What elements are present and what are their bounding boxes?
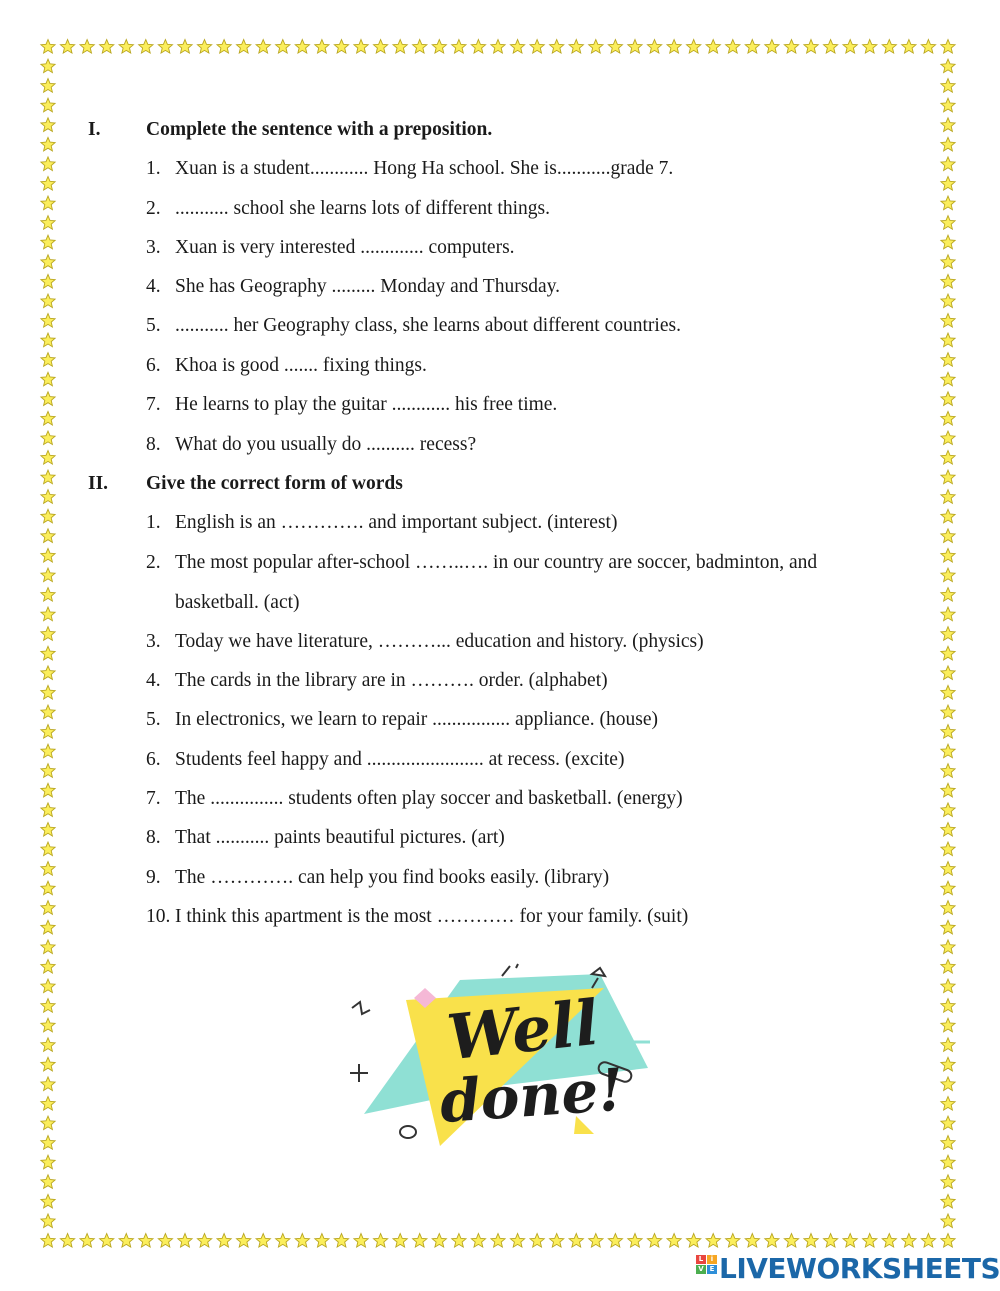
star-icon <box>941 294 955 308</box>
star-icon <box>941 1018 955 1032</box>
star-icon <box>530 1234 544 1248</box>
list-item: 3. Today we have literature, ………... education and history. (physics) <box>146 631 704 652</box>
star-icon <box>706 1234 720 1248</box>
star-icon <box>41 783 55 797</box>
ring-doodle <box>400 1126 416 1138</box>
star-icon <box>765 40 779 54</box>
star-icon <box>41 920 55 934</box>
star-icon <box>41 137 55 151</box>
star-icon <box>41 1057 55 1071</box>
star-icon <box>60 1234 74 1248</box>
star-icon <box>941 235 955 249</box>
logo-tiles <box>696 1255 718 1283</box>
star-icon <box>295 40 309 54</box>
star-icon <box>941 1175 955 1189</box>
star-icon <box>158 1234 172 1248</box>
star-icon <box>628 40 642 54</box>
star-icon <box>41 294 55 308</box>
list-item: 2. ........... school she learns lots of different things. <box>146 198 550 219</box>
star-icon <box>941 216 955 230</box>
star-icon <box>178 1234 192 1248</box>
star-icon <box>941 940 955 954</box>
star-icon <box>276 40 290 54</box>
star-icon <box>921 40 935 54</box>
logo-tile: E <box>707 1265 717 1274</box>
star-icon <box>569 40 583 54</box>
star-icon <box>941 607 955 621</box>
star-icon <box>237 40 251 54</box>
star-icon <box>941 842 955 856</box>
star-icon <box>41 764 55 778</box>
star-icon <box>647 40 661 54</box>
star-icon <box>41 862 55 876</box>
star-icon <box>941 59 955 73</box>
star-icon <box>941 1097 955 1111</box>
star-icon <box>941 451 955 465</box>
star-icon <box>706 40 720 54</box>
star-icon <box>276 1234 290 1248</box>
star-icon <box>941 333 955 347</box>
star-icon <box>41 470 55 484</box>
star-icon <box>432 40 446 54</box>
star-icon <box>41 392 55 406</box>
star-icon <box>41 1018 55 1032</box>
star-icon <box>41 627 55 641</box>
star-icon <box>41 823 55 837</box>
star-icon <box>941 470 955 484</box>
star-icon <box>256 40 270 54</box>
logo-tile: i <box>707 1255 717 1264</box>
list-item: 10. I think this apartment is the most ………… for your family. (suit) <box>146 906 689 927</box>
list-item: 6. Students feel happy and ........................ at recess. (excite) <box>146 749 625 770</box>
star-icon <box>941 255 955 269</box>
star-icon <box>471 1234 485 1248</box>
star-icon <box>941 666 955 680</box>
logo-text: LIVEWORKSHEETS <box>719 1252 1000 1285</box>
star-icon <box>41 411 55 425</box>
list-item: 5. In electronics, we learn to repair ................ appliance. (house) <box>146 709 658 730</box>
list-item: 8. What do you usually do .......... recess? <box>146 434 477 455</box>
star-icon <box>941 646 955 660</box>
star-icon <box>941 1136 955 1150</box>
list-item: 7. The ............... students often play soccer and basketball. (energy) <box>146 788 683 809</box>
section-1-number: I. <box>88 119 101 140</box>
star-icon <box>941 960 955 974</box>
star-icon <box>80 40 94 54</box>
list-item: 7. He learns to play the guitar ............ his free time. <box>146 394 558 415</box>
star-icon <box>941 568 955 582</box>
done-text: done! <box>437 1055 626 1137</box>
star-icon <box>119 1234 133 1248</box>
star-icon <box>941 1234 955 1248</box>
star-icon <box>863 1234 877 1248</box>
star-icon <box>941 1194 955 1208</box>
star-icon <box>60 40 74 54</box>
star-icon <box>41 1116 55 1130</box>
well-text: Well <box>443 985 602 1075</box>
star-icon <box>41 960 55 974</box>
star-icon <box>824 1234 838 1248</box>
star-icon <box>197 1234 211 1248</box>
logo-tile: V <box>696 1265 706 1274</box>
star-icon <box>941 920 955 934</box>
star-icon <box>941 196 955 210</box>
star-icon <box>941 411 955 425</box>
star-icon <box>80 1234 94 1248</box>
star-icon <box>41 40 55 54</box>
star-icon <box>41 314 55 328</box>
star-icon <box>784 1234 798 1248</box>
star-icon <box>941 803 955 817</box>
star-icon <box>41 333 55 347</box>
star-icon <box>589 40 603 54</box>
star-icon <box>41 79 55 93</box>
star-icon <box>41 451 55 465</box>
liveworksheets-logo <box>696 1252 1000 1286</box>
star-icon <box>941 79 955 93</box>
star-icon <box>843 40 857 54</box>
star-icon <box>765 1234 779 1248</box>
star-icon <box>41 255 55 269</box>
star-icon <box>941 431 955 445</box>
star-icon <box>941 1077 955 1091</box>
star-icon <box>41 705 55 719</box>
star-icon <box>941 1057 955 1071</box>
star-icon <box>41 274 55 288</box>
star-icon <box>921 1234 935 1248</box>
star-icon <box>41 98 55 112</box>
star-icon <box>608 1234 622 1248</box>
star-icon <box>941 881 955 895</box>
star-icon <box>941 509 955 523</box>
star-icon <box>941 901 955 915</box>
star-icon <box>941 40 955 54</box>
star-icon <box>687 40 701 54</box>
star-icon <box>941 314 955 328</box>
star-icon <box>941 1214 955 1228</box>
star-icon <box>608 40 622 54</box>
star-icon <box>41 177 55 191</box>
star-icon <box>217 40 231 54</box>
star-icon <box>393 40 407 54</box>
star-icon <box>941 783 955 797</box>
star-icon <box>41 842 55 856</box>
star-icon <box>452 40 466 54</box>
zigzag-doodle <box>352 1002 370 1014</box>
star-icon <box>41 59 55 73</box>
list-item: 4. The cards in the library are in ………. order. (alphabet) <box>146 670 608 691</box>
star-icon <box>510 1234 524 1248</box>
star-icon <box>941 157 955 171</box>
star-icon <box>726 40 740 54</box>
star-icon <box>941 490 955 504</box>
star-icon <box>941 177 955 191</box>
list-item: 2. The most popular after-school ……..…. in our country are soccer, badminton, and basketball. (act) <box>146 543 936 622</box>
star-icon <box>41 431 55 445</box>
well-done-sticker <box>330 958 660 1158</box>
star-icon <box>41 1136 55 1150</box>
slash-doodle <box>502 964 518 976</box>
star-icon <box>413 1234 427 1248</box>
list-item: 9. The …………. can help you find books easily. (library) <box>146 867 610 888</box>
star-icon <box>941 1038 955 1052</box>
star-icon <box>667 1234 681 1248</box>
star-icon <box>315 40 329 54</box>
star-icon <box>41 548 55 562</box>
star-icon <box>491 1234 505 1248</box>
list-item: 4. She has Geography ......... Monday and Thursday. <box>146 276 561 297</box>
star-icon <box>804 1234 818 1248</box>
star-icon <box>41 725 55 739</box>
star-icon <box>41 1038 55 1052</box>
star-icon <box>941 999 955 1013</box>
star-icon <box>941 725 955 739</box>
star-icon <box>589 1234 603 1248</box>
star-icon <box>41 529 55 543</box>
star-icon <box>941 353 955 367</box>
star-icon <box>745 1234 759 1248</box>
star-icon <box>41 803 55 817</box>
star-icon <box>295 1234 309 1248</box>
list-item: 1. Xuan is a student............ Hong Ha school. She is...........grade 7. <box>146 158 674 179</box>
star-icon <box>41 490 55 504</box>
star-icon <box>217 1234 231 1248</box>
star-icon <box>941 1155 955 1169</box>
star-icon <box>41 940 55 954</box>
star-icon <box>354 1234 368 1248</box>
star-icon <box>374 40 388 54</box>
star-icon <box>941 392 955 406</box>
star-icon <box>41 157 55 171</box>
star-icon <box>41 979 55 993</box>
star-icon <box>41 901 55 915</box>
star-icon <box>41 372 55 386</box>
star-icon <box>41 999 55 1013</box>
star-icon <box>941 764 955 778</box>
section-1-title: Complete the sentence with a preposition. <box>146 119 493 140</box>
star-icon <box>941 685 955 699</box>
star-icon <box>530 40 544 54</box>
star-icon <box>237 1234 251 1248</box>
star-icon <box>41 1175 55 1189</box>
star-icon <box>41 588 55 602</box>
star-icon <box>941 862 955 876</box>
star-icon <box>41 1155 55 1169</box>
star-icon <box>41 646 55 660</box>
star-icon <box>41 118 55 132</box>
star-icon <box>256 1234 270 1248</box>
star-icon <box>687 1234 701 1248</box>
star-icon <box>902 1234 916 1248</box>
star-icon <box>902 40 916 54</box>
star-icon <box>354 40 368 54</box>
star-icon <box>41 666 55 680</box>
star-icon <box>941 98 955 112</box>
star-icon <box>941 705 955 719</box>
list-item: 8. That ........... paints beautiful pictures. (art) <box>146 827 505 848</box>
star-icon <box>941 137 955 151</box>
star-icon <box>100 40 114 54</box>
star-icon <box>941 823 955 837</box>
star-icon <box>41 1194 55 1208</box>
star-icon <box>41 881 55 895</box>
star-icon <box>334 40 348 54</box>
star-icon <box>413 40 427 54</box>
star-icon <box>804 40 818 54</box>
star-icon <box>941 548 955 562</box>
star-icon <box>510 40 524 54</box>
star-icon <box>843 1234 857 1248</box>
list-item: 6. Khoa is good ....... fixing things. <box>146 355 427 376</box>
section-2-title: Give the correct form of words <box>146 473 403 494</box>
star-icon <box>550 40 564 54</box>
star-icon <box>941 529 955 543</box>
star-icon <box>471 40 485 54</box>
star-icon <box>941 274 955 288</box>
star-icon <box>41 216 55 230</box>
star-icon <box>941 372 955 386</box>
star-icon <box>41 235 55 249</box>
star-icon <box>139 1234 153 1248</box>
star-icon <box>178 40 192 54</box>
star-icon <box>452 1234 466 1248</box>
star-icon <box>667 40 681 54</box>
star-icon <box>197 40 211 54</box>
star-icon <box>41 744 55 758</box>
star-icon <box>550 1234 564 1248</box>
star-icon <box>41 509 55 523</box>
star-icon <box>41 1234 55 1248</box>
list-item: 5. ........... her Geography class, she learns about different countries. <box>146 315 681 336</box>
star-icon <box>41 1214 55 1228</box>
star-icon <box>628 1234 642 1248</box>
star-icon <box>491 40 505 54</box>
star-icon <box>863 40 877 54</box>
star-icon <box>41 196 55 210</box>
star-icon <box>647 1234 661 1248</box>
star-icon <box>315 1234 329 1248</box>
star-icon <box>745 40 759 54</box>
plus-doodle <box>350 1064 368 1082</box>
list-item: 1. English is an …………. and important subject. (interest) <box>146 512 618 533</box>
star-icon <box>941 979 955 993</box>
star-icon <box>41 607 55 621</box>
star-icon <box>41 685 55 699</box>
star-icon <box>941 744 955 758</box>
star-icon <box>334 1234 348 1248</box>
star-icon <box>41 1097 55 1111</box>
star-icon <box>941 118 955 132</box>
star-icon <box>119 40 133 54</box>
star-icon <box>432 1234 446 1248</box>
star-icon <box>941 627 955 641</box>
section-2-number: II. <box>88 473 109 494</box>
star-icon <box>784 40 798 54</box>
star-icon <box>393 1234 407 1248</box>
star-icon <box>374 1234 388 1248</box>
star-icon <box>158 40 172 54</box>
star-icon <box>41 1077 55 1091</box>
logo-tile: L <box>696 1255 706 1264</box>
star-icon <box>882 1234 896 1248</box>
star-icon <box>100 1234 114 1248</box>
star-icon <box>139 40 153 54</box>
star-icon <box>882 40 896 54</box>
star-icon <box>941 1116 955 1130</box>
star-icon <box>569 1234 583 1248</box>
star-icon <box>41 353 55 367</box>
list-item: 3. Xuan is very interested ............. computers. <box>146 237 515 258</box>
star-icon <box>726 1234 740 1248</box>
star-icon <box>824 40 838 54</box>
list-item-continuation: basketball. (act) <box>175 591 300 613</box>
star-icon <box>941 588 955 602</box>
star-icon <box>41 568 55 582</box>
